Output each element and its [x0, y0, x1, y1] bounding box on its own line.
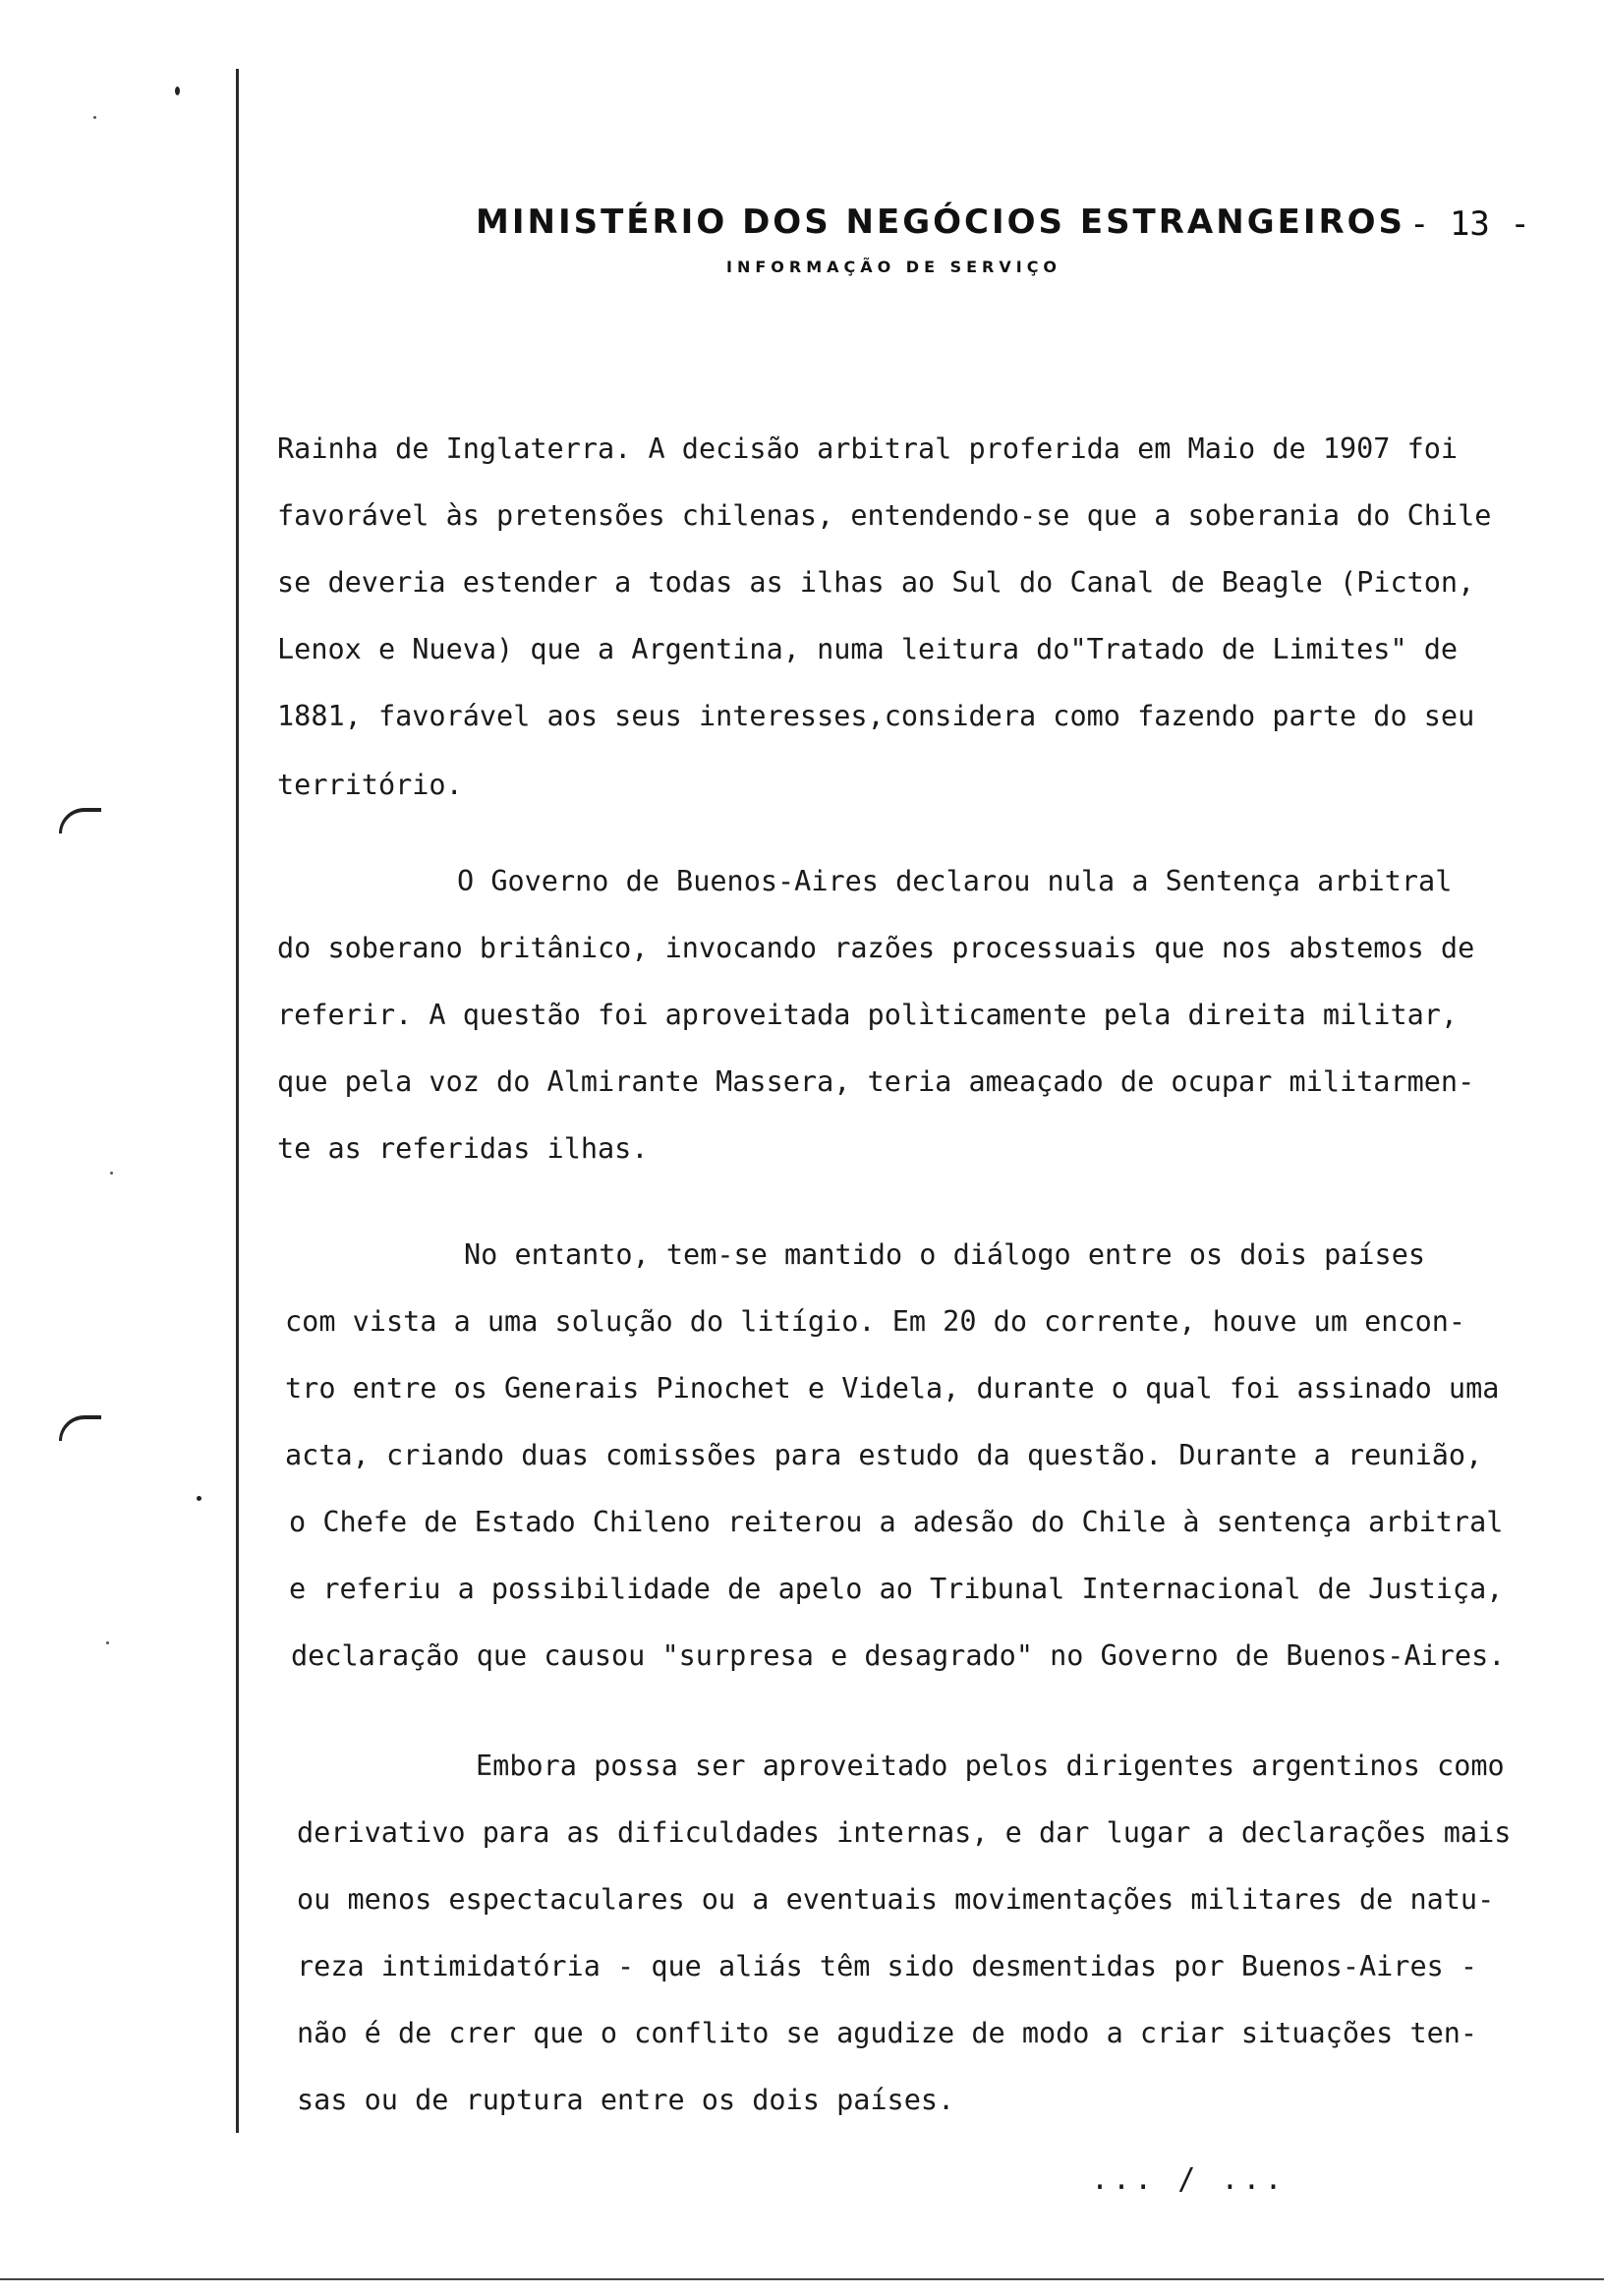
text-line: O Governo de Buenos-Aires declarou nula a Sentença arbitral	[457, 865, 1453, 897]
text-line: Embora possa ser aproveitado pelos dirigentes argentinos como	[476, 1750, 1505, 1782]
text-line: se deveria estender a todas as ilhas ao Sul do Canal de Beagle (Picton,	[277, 566, 1475, 599]
text-line: ou menos espectaculares ou a eventuais movimentações militares de natu-	[297, 1883, 1495, 1916]
text-line: e referiu a possibilidade de apelo ao Tribunal Internacional de Justiça,	[289, 1573, 1504, 1605]
punch-hole-mark	[59, 1415, 101, 1441]
text-line: acta, criando duas comissões para estudo da questão. Durante a reunião,	[285, 1439, 1483, 1471]
text-line: com vista a uma solução do litígio. Em 20 do corrente, houve um encon-	[285, 1305, 1466, 1338]
scan-speck	[175, 86, 180, 95]
text-line: te as referidas ilhas.	[277, 1132, 649, 1165]
text-line: reza intimidatória - que aliás têm sido desmentidas por Buenos-Aires -	[297, 1950, 1478, 1982]
text-line: tro entre os Generais Pinochet e Videla, durante o qual foi assinado uma	[285, 1372, 1500, 1405]
punch-hole-mark	[59, 808, 101, 833]
text-line: território.	[277, 769, 463, 801]
text-line: referir. A questão foi aproveitada polìticamente pela direita militar,	[277, 999, 1459, 1031]
text-line: sas ou de ruptura entre os dois países.	[297, 2084, 955, 2116]
text-line: do soberano britânico, invocando razões processuais que nos abstemos de	[277, 932, 1475, 964]
text-line: o Chefe de Estado Chileno reiterou a adesão do Chile à sentença arbitral	[289, 1506, 1504, 1538]
document-header	[476, 202, 1537, 276]
text-line: que pela voz do Almirante Massera, teria ameaçado de ocupar militarmen-	[277, 1065, 1475, 1098]
text-line: Lenox e Nueva) que a Argentina, numa leitura do"Tratado de Limites" de	[277, 633, 1459, 665]
text-line: No entanto, tem-se mantido o diálogo entre os dois países	[464, 1238, 1426, 1271]
text-line: Rainha de Inglaterra. A decisão arbitral proferida em Maio de 1907 foi	[277, 432, 1459, 465]
text-line: declaração que causou "surpresa e desagrado" no Governo de Buenos-Aires.	[291, 1639, 1506, 1672]
scan-speck	[93, 116, 96, 119]
scan-speck	[197, 1496, 201, 1501]
scan-speck	[110, 1172, 113, 1175]
text-line: favorável às pretensões chilenas, entendendo-se que a soberania do Chile	[277, 499, 1492, 532]
text-line: não é de crer que o conflito se agudize de modo a criar situações ten-	[297, 2017, 1478, 2049]
text-line: 1881, favorável aos seus interesses,considera como fazendo parte do seu	[277, 700, 1475, 732]
margin-rule	[236, 69, 239, 2133]
continuation-marker: ... / ...	[1091, 2162, 1287, 2197]
ministry-title: MINISTÉRIO DOS NEGÓCIOS ESTRANGEIROS	[476, 202, 1406, 242]
page-edge-line	[0, 2278, 1604, 2280]
document-subtitle: INFORMAÇÃO DE SERVIÇO	[726, 258, 1062, 276]
text-line: derivativo para as dificuldades internas, e dar lugar a declarações mais	[297, 1816, 1512, 1849]
scan-speck	[106, 1641, 109, 1644]
page-number: - 13 -	[1409, 204, 1530, 244]
